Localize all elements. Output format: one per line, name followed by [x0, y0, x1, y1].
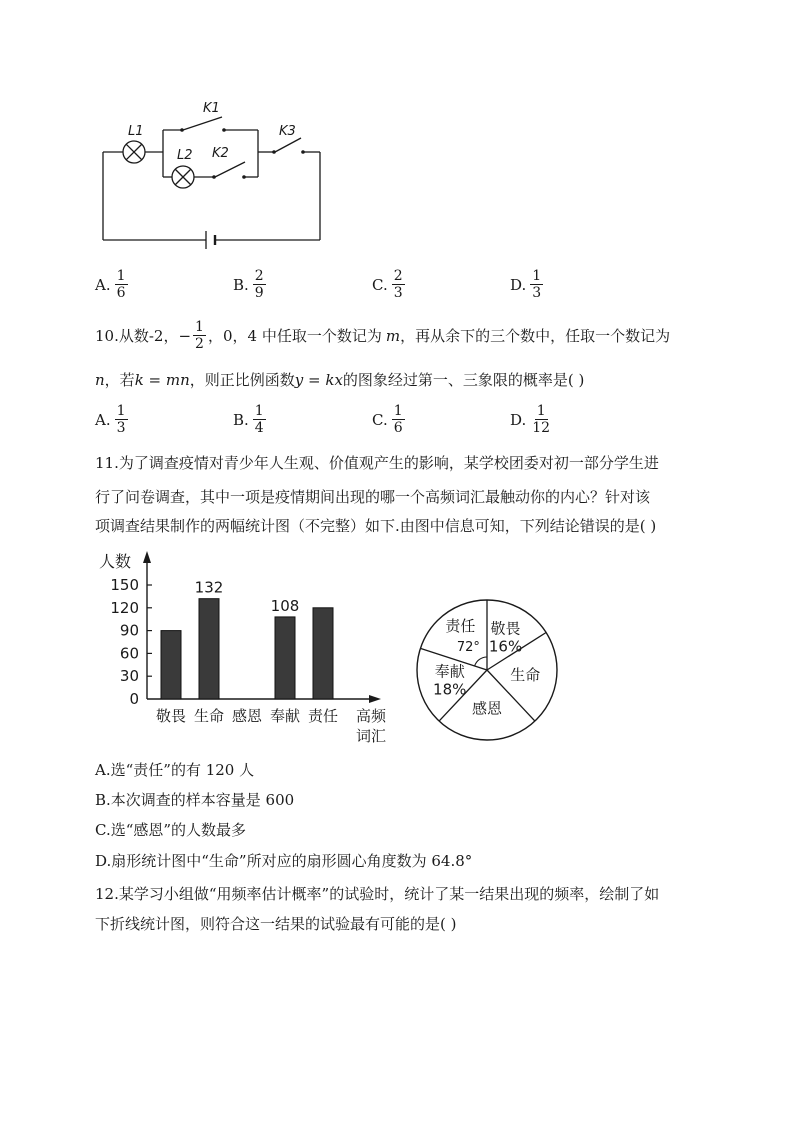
bar-敬畏: [161, 631, 181, 699]
label-k2: K2: [212, 146, 229, 161]
bar-data-label: 132: [194, 578, 224, 597]
q12-line2: 下折线统计图，则符合这一结果的试验最有可能的是( ): [95, 915, 457, 933]
y-tick-label: 90: [119, 621, 139, 640]
y-tick-label: 150: [110, 576, 139, 594]
pie-slice-label: 感恩: [471, 699, 503, 718]
q11-option-c[interactable]: C.选“感恩”的人数最多: [95, 821, 247, 839]
q9-option-b[interactable]: B. $\frac{2}{9}$: [233, 268, 264, 301]
fraction: $\frac{1}{3}$: [532, 268, 542, 301]
x-tick-label: 感恩: [231, 707, 263, 725]
y-tick-label: 0: [129, 690, 139, 708]
pie-chart: [410, 595, 570, 745]
x-axis-label: 高频: [355, 707, 387, 725]
bar-chart: [95, 545, 395, 750]
x-axis-arrow: [369, 695, 381, 703]
q11-option-d[interactable]: D.扇形统计图中“生命”所对应的扇形圆心角度数为 64.8°: [95, 852, 473, 870]
bar-data-label: 108: [270, 596, 300, 615]
label-l1: L1: [128, 124, 144, 139]
pie-slice-label: 敬畏: [490, 619, 521, 638]
bar-责任: [313, 608, 333, 699]
pie-slice-label: 奉献: [434, 662, 465, 681]
q11-line1: 11.为了调查疫情对青少年人生观、价值观产生的影响，某学校团委对初一部分学生进: [95, 454, 659, 472]
y-axis-label: 人数: [99, 552, 132, 571]
q9-option-a[interactable]: A. $\frac{1}{6}$: [95, 268, 126, 301]
q9-option-c[interactable]: C. $\frac{2}{3}$: [372, 268, 403, 301]
y-axis-arrow: [143, 551, 151, 563]
q9-option-d[interactable]: D. $\frac{1}{3}$: [510, 268, 542, 301]
x-axis-label: 词汇: [355, 727, 387, 745]
x-tick-label: 奉献: [269, 707, 301, 725]
q10-line2: n，若k = mn，则正比例函数y = kx的图象经过第一、三象限的概率是( ): [95, 371, 585, 389]
pie-slice-label: 责任: [445, 616, 476, 635]
fraction: $\frac{2}{9}$: [254, 268, 264, 301]
fraction: $\frac{1}{6}$: [393, 403, 403, 436]
fraction: $\frac{1}{6}$: [116, 268, 126, 301]
pie-slice-label: 生命: [510, 665, 541, 684]
fraction: $\frac{1}{2}$: [195, 319, 204, 352]
q10-option-a[interactable]: A. $\frac{1}{3}$: [95, 403, 126, 436]
fraction: $\frac{1}{4}$: [254, 403, 264, 436]
q11-line3: 项调查结果制作的两幅统计图（不完整）如下.由图中信息可知，下列结论错误的是( ): [95, 517, 657, 535]
q11-line2: 行了问卷调查，其中一项是疫情期间出现的哪一个高频词汇最触动你的内心？针对该: [95, 488, 651, 506]
fraction: $\frac{1}{3}$: [116, 403, 126, 436]
q11-option-b[interactable]: B.本次调查的样本容量是 600: [95, 791, 295, 809]
q11-option-a[interactable]: A.选“责任”的有 120 人: [95, 761, 255, 779]
y-tick-label: 30: [119, 667, 139, 686]
q10-option-b[interactable]: B. $\frac{1}{4}$: [233, 403, 264, 436]
x-tick-label: 生命: [193, 707, 225, 725]
label-l2: L2: [177, 148, 193, 163]
pie-angle-label: 72°: [456, 639, 480, 655]
label-k1: K1: [203, 101, 220, 116]
q12-line1: 12.某学习小组做“用频率估计概率”的试验时，统计了某一结果出现的频率，绘制了如: [95, 885, 660, 903]
y-tick-label: 120: [110, 598, 139, 617]
bar-生命: [199, 599, 219, 699]
bar-奉献: [275, 617, 295, 699]
pie-slice-percent: 18%: [433, 680, 467, 699]
q10-option-d[interactable]: D. $\frac{1}{12}$: [510, 403, 551, 436]
circuit-diagram: [95, 95, 335, 255]
label-k3: K3: [279, 124, 296, 139]
q10-line1: 10.从数-2， − $\frac{1}{2}$ ，0，4 中任取一个数记为 m ，再从余下的三个数中，任取一个数记为: [95, 319, 671, 352]
y-tick-label: 60: [119, 644, 139, 663]
x-tick-label: 敬畏: [155, 707, 187, 725]
q10-option-c[interactable]: C. $\frac{1}{6}$: [372, 403, 403, 436]
x-tick-label: 责任: [307, 707, 339, 725]
pie-slice-percent: 16%: [488, 637, 523, 656]
fraction: $\frac{2}{3}$: [393, 268, 403, 301]
fraction: $\frac{1}{12}$: [532, 403, 551, 436]
